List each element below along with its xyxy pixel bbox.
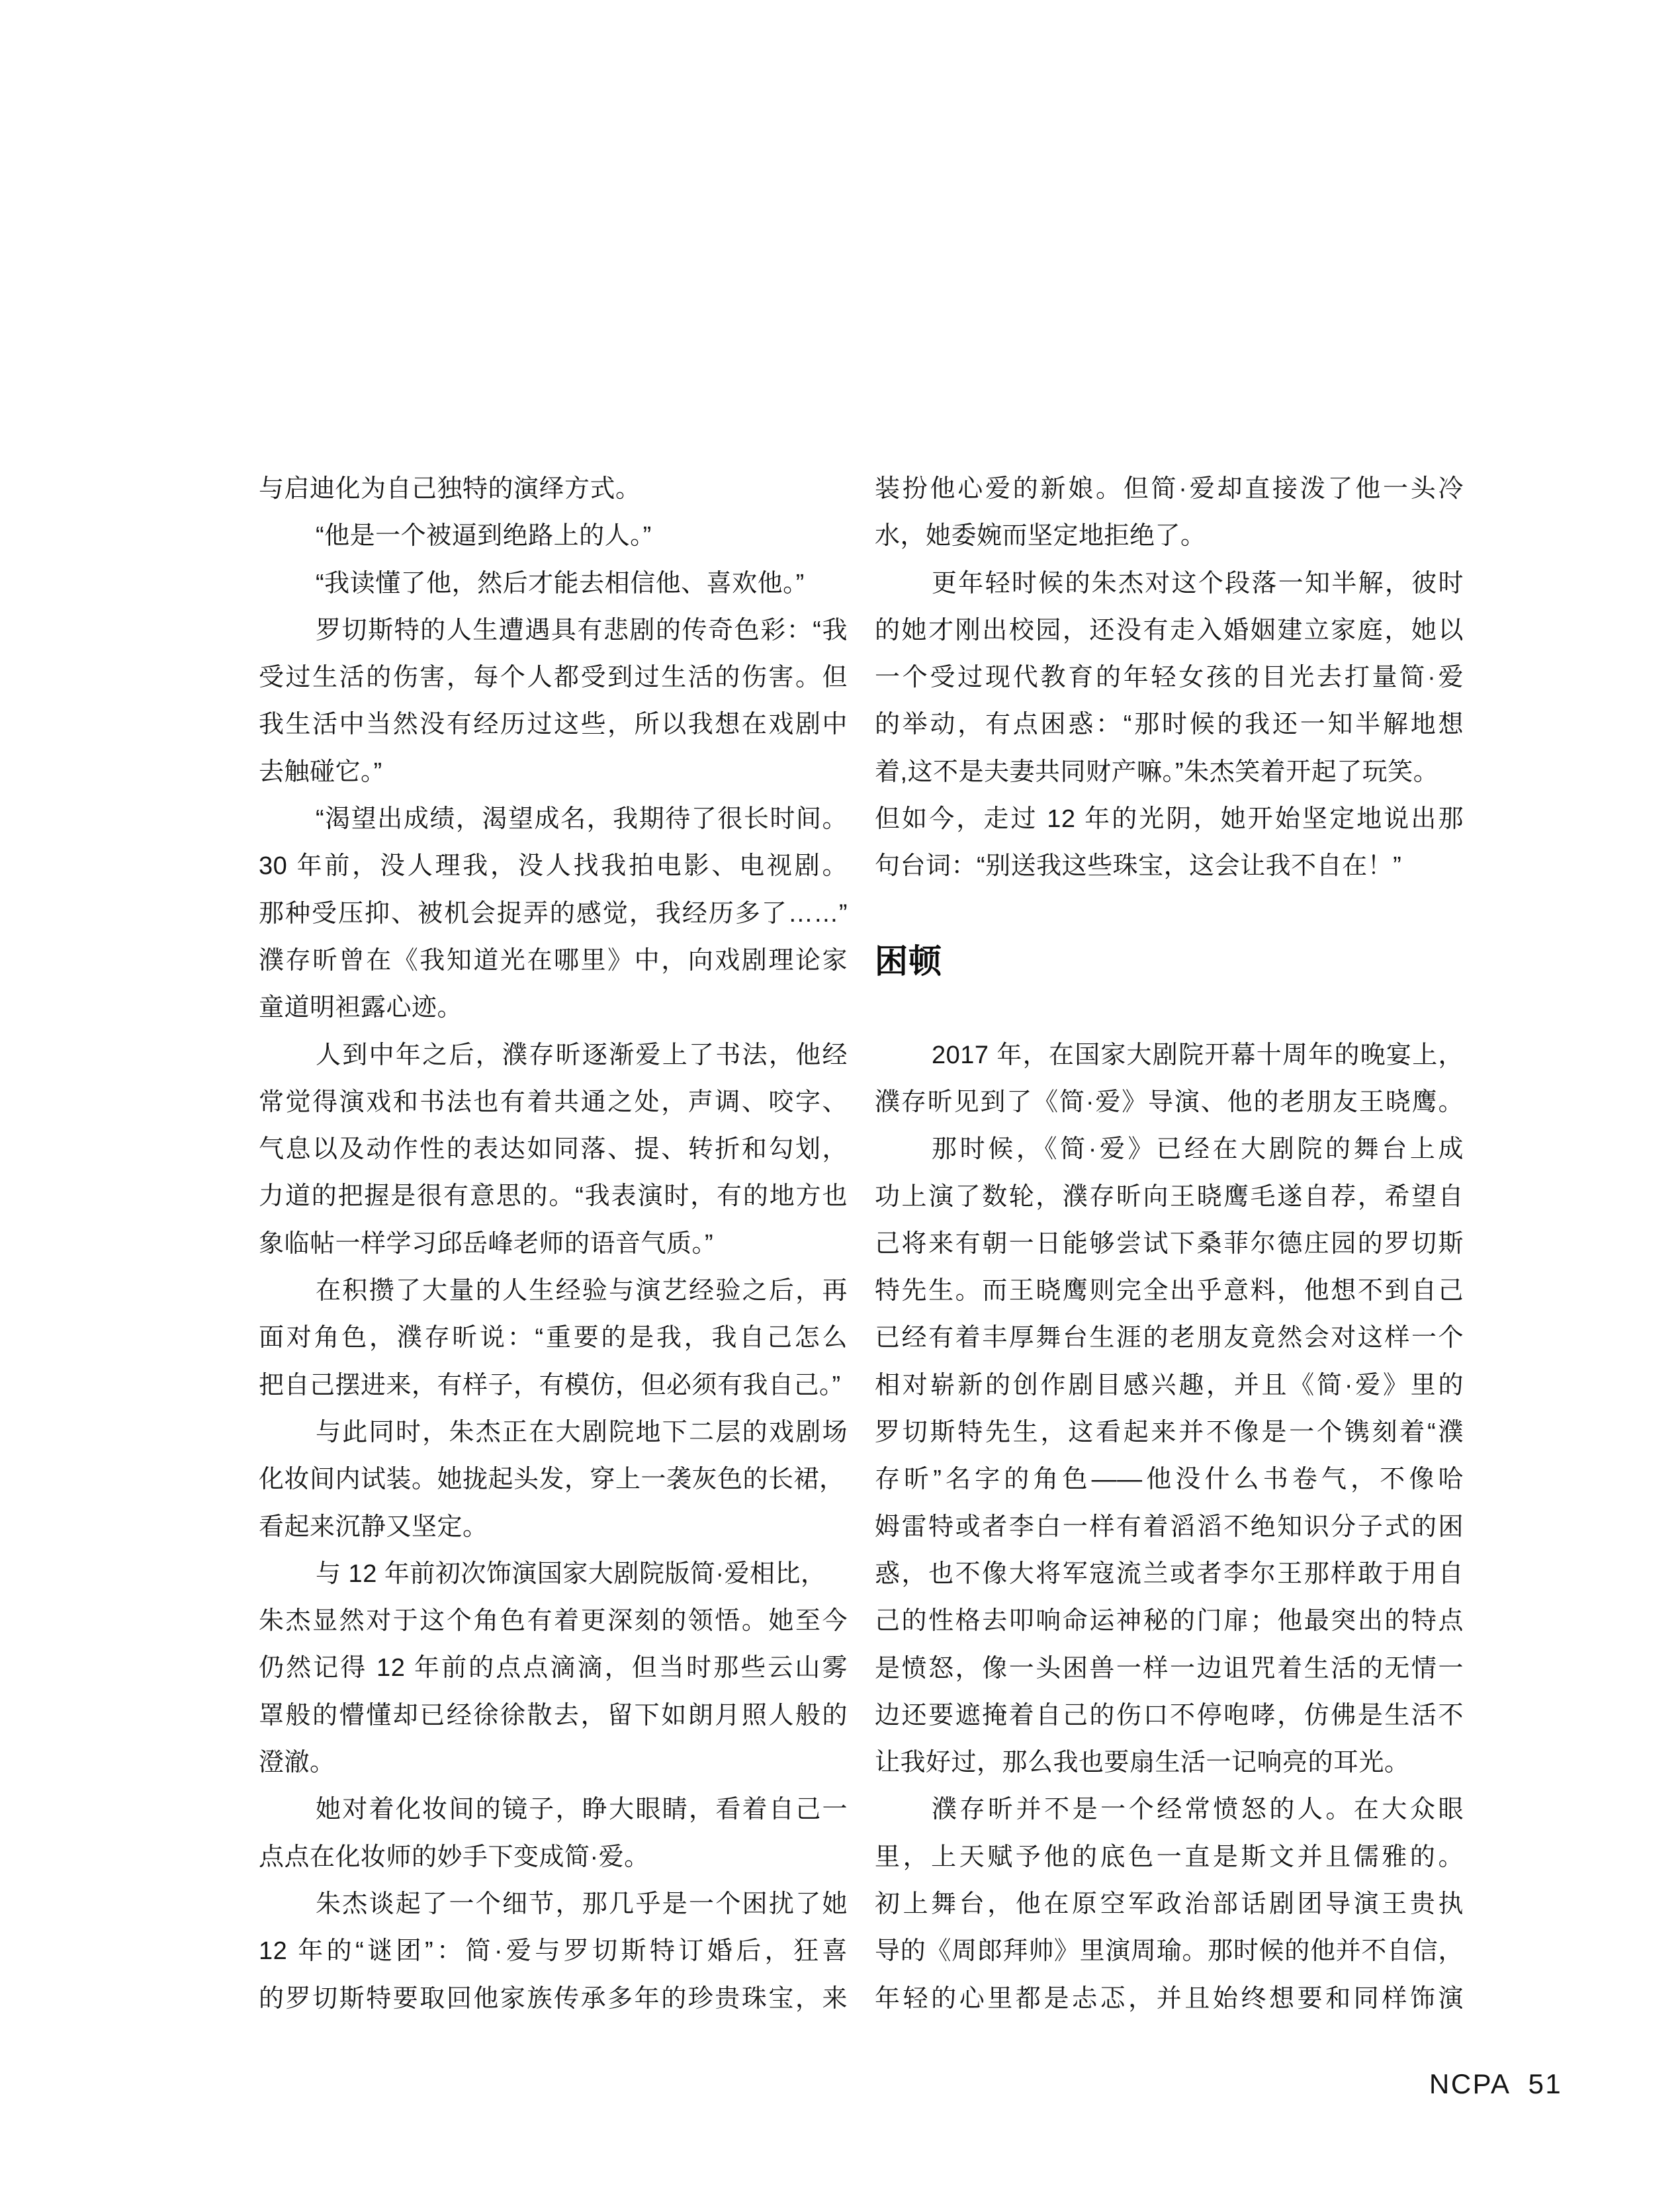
- text-line: 初上舞台，他在原空军政治部话剧团导演王贵执: [875, 1890, 1464, 1919]
- text-line: 边还要遮掩着自己的伤口不停咆哮，仿佛是生活不: [875, 1701, 1464, 1729]
- text-line: 罗切斯特的人生遭遇具有悲剧的传奇色彩：“我: [316, 616, 848, 644]
- text-line: 里，上天赋予他的底色一直是斯文并且儒雅的。: [875, 1843, 1464, 1871]
- text-line: 一个受过现代教育的年轻女孩的目光去打量简·爱: [875, 664, 1464, 692]
- text-line: 濮存昕曾在《我知道光在哪里》中，向戏剧理论家: [259, 946, 848, 975]
- text-line: 句台词：“别送我这些珠宝，这会让我不自在！”: [875, 852, 1402, 881]
- text-line: 在积攒了大量的人生经验与演艺经验之后，再: [316, 1277, 848, 1305]
- text-line: 与启迪化为自己独特的演绎方式。: [259, 475, 641, 503]
- text-line: 特先生。而王晓鹰则完全出乎意料，他想不到自己: [875, 1277, 1464, 1305]
- text-line: 姆雷特或者李白一样有着滔滔不绝知识分子式的困: [875, 1512, 1464, 1541]
- text-line: 让我好过，那么我也要扇生活一记响亮的耳光。: [875, 1749, 1410, 1777]
- text-line: 是愤怒，像一头困兽一样一边诅咒着生活的无情一: [875, 1654, 1464, 1683]
- text-line: 但如今，走过 12 年的光阴，她开始坚定地说出那: [875, 805, 1464, 834]
- text-line: 常觉得演戏和书法也有着共通之处，声调、咬字、: [259, 1088, 848, 1116]
- text-line: 濮存昕并不是一个经常愤怒的人。在大众眼: [932, 1796, 1464, 1824]
- text-line: 罗切斯特先生，这看起来并不像是一个镌刻着“濮: [875, 1419, 1464, 1447]
- text-line: 的举动，有点困惑：“那时候的我还一知半解地想: [875, 711, 1464, 739]
- page-footer: [1429, 2068, 1562, 2100]
- text-line: 人到中年之后，濮存昕逐渐爱上了书法，他经: [316, 1041, 848, 1069]
- text-line: 朱杰谈起了一个细节，那几乎是一个困扰了她: [316, 1890, 848, 1918]
- text-line: 我生活中当然没有经历过这些，所以我想在戏剧中: [259, 711, 848, 739]
- text-line: 童道明袒露心迹。: [259, 994, 463, 1022]
- article-left-column: [259, 466, 848, 2023]
- text-line: 导的《周郎拜帅》里演周瑜。那时候的他并不自信，: [875, 1937, 1464, 1966]
- text-line: 着,这不是夫妻共同财产嘛。”朱杰笑着开起了玩笑。: [875, 758, 1439, 786]
- text-line: 象临帖一样学习邱岳峰老师的语音气质。”: [259, 1229, 714, 1258]
- text-line: 朱杰显然对于这个角色有着更深刻的领悟。她至今: [259, 1607, 848, 1636]
- text-line: 己的性格去叩响命运神秘的门扉；他最突出的特点: [875, 1607, 1464, 1636]
- text-line: 2017 年，在国家大剧院开幕十周年的晚宴上，: [932, 1041, 1464, 1069]
- text-line: “我读懂了他，然后才能去相信他、喜欢他。”: [316, 569, 805, 597]
- text-line: 存昕”名字的角色——他没什么书卷气，不像哈: [875, 1466, 1464, 1494]
- text-line: 与 12 年前初次饰演国家大剧院版简·爱相比，: [316, 1559, 826, 1588]
- text-line: 惑，也不像大将军寇流兰或者李尔王那样敢于用自: [875, 1559, 1464, 1588]
- text-line: 那时候，《简·爱》已经在大剧院的舞台上成: [932, 1135, 1464, 1164]
- text-line: 己将来有朝一日能够尝试下桑菲尔德庄园的罗切斯: [875, 1229, 1464, 1258]
- text-line: 仍然记得 12 年前的点点滴滴，但当时那些云山雾: [259, 1654, 848, 1683]
- text-line: 去触碰它。”: [259, 758, 382, 786]
- text-line: 装扮他心爱的新娘。但简·爱却直接泼了他一头冷: [875, 475, 1464, 503]
- text-line: 的她才刚出校园，还没有走入婚姻建立家庭，她以: [875, 616, 1464, 644]
- text-line: 看起来沉静又坚定。: [259, 1512, 488, 1541]
- text-line: 把自己摆进来，有样子，有模仿，但必须有我自己。”: [259, 1371, 841, 1399]
- text-line: 功上演了数轮，濮存昕向王晓鹰毛遂自荐，希望自: [875, 1182, 1464, 1211]
- text-line: 的罗切斯特要取回他家族传承多年的珍贵珠宝，来: [259, 1984, 848, 2013]
- text-line: 她对着化妆间的镜子，睁大眼睛，看着自己一: [316, 1796, 848, 1824]
- text-line: 澄澈。: [259, 1749, 335, 1777]
- text-line: 水，她委婉而坚定地拒绝了。: [875, 522, 1206, 550]
- text-line: 12 年的“谜团”：简·爱与罗切斯特订婚后，狂喜: [259, 1937, 848, 1966]
- text-line: 化妆间内试装。她拢起头发，穿上一袭灰色的长裙，: [259, 1466, 845, 1494]
- text-line: 那种受压抑、被机会捉弄的感觉，我经历多了……”: [259, 899, 848, 928]
- text-line: 濮存昕见到了《简·爱》导演、他的老朋友王晓鹰。: [875, 1088, 1464, 1116]
- page-number: 51: [1528, 2068, 1563, 2099]
- text-line: 已经有着丰厚舞台生涯的老朋友竟然会对这样一个: [875, 1324, 1464, 1352]
- text-line: 罩般的懵懂却已经徐徐散去，留下如朗月照人般的: [259, 1701, 848, 1729]
- article-right-column: [875, 466, 1464, 2023]
- text-line: 点点在化妆师的妙手下变成简·爱。: [259, 1843, 650, 1871]
- text-line: 相对崭新的创作剧目感兴趣，并且《简·爱》里的: [875, 1371, 1464, 1399]
- text-line: 30 年前，没人理我，没人找我拍电影、电视剧。: [259, 852, 848, 881]
- text-line: 更年轻时候的朱杰对这个段落一知半解，彼时: [932, 569, 1464, 597]
- text-line: 力道的把握是很有意思的。“我表演时，有的地方也: [259, 1182, 848, 1211]
- text-line: 气息以及动作性的表达如同落、提、转折和勾划，: [259, 1135, 848, 1164]
- text-line: “他是一个被逼到绝路上的人。”: [316, 522, 652, 550]
- text-line: 与此同时，朱杰正在大剧院地下二层的戏剧场: [316, 1418, 848, 1446]
- text-line: 面对角色，濮存昕说：“重要的是我，我自己怎么: [259, 1324, 848, 1352]
- text-line: 年轻的心里都是忐忑，并且始终想要和同样饰演: [875, 1984, 1464, 2013]
- section-heading: 困顿: [875, 942, 942, 980]
- text-line: “渴望出成绩，渴望成名，我期待了很长时间。: [316, 805, 848, 834]
- text-line: 受过生活的伤害，每个人都受到过生活的伤害。但: [259, 664, 848, 692]
- magazine-abbreviation: NCPA: [1429, 2068, 1511, 2099]
